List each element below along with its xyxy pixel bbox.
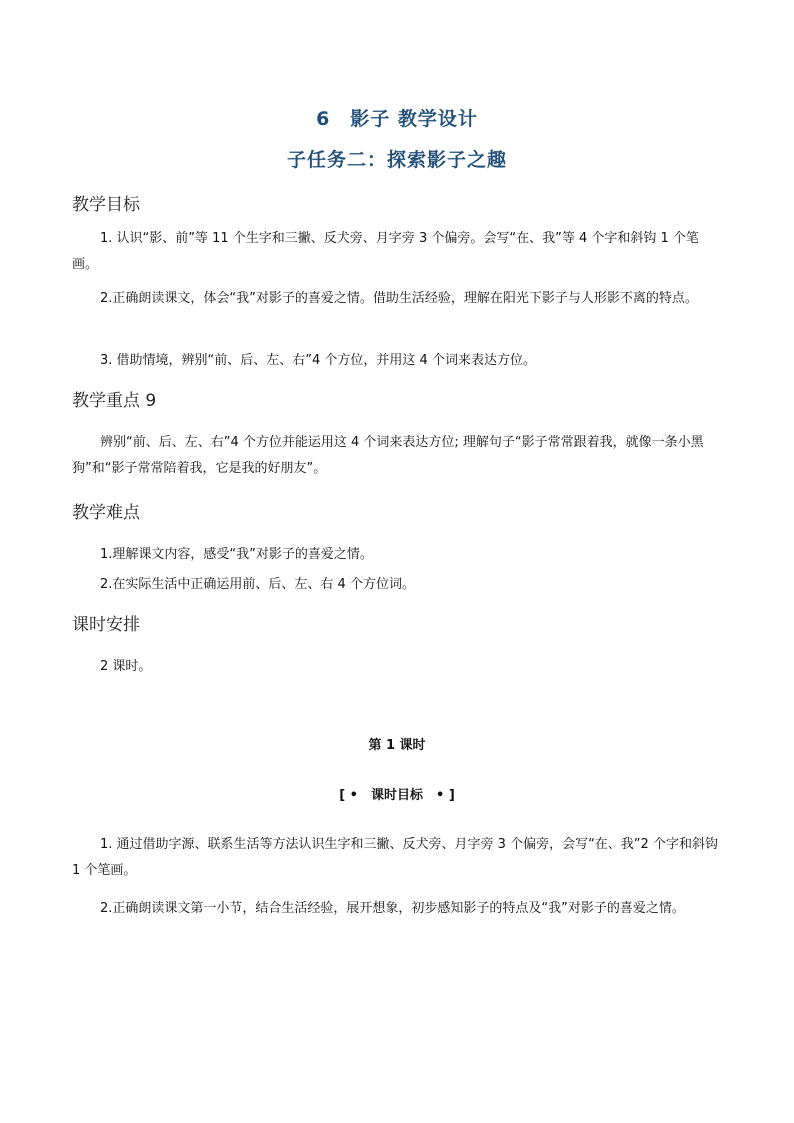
section-heading-schedule: 课时安排: [72, 615, 140, 635]
section-heading-difficulties: 教学难点: [72, 503, 140, 523]
document-title: 6 影子 教学设计: [316, 108, 478, 130]
difficulty-item-2: 2.在实际生活中正确运用前、后、左、右 4 个方位词。: [100, 577, 415, 592]
goal-item-2: 2.正确朗读课文，体会“我”对影子的喜爱之情。借助生活经验，理解在阳光下影子与人形影不离的特点。: [100, 291, 698, 306]
goal-item-3: 3. 借助情境，辨别“前、后、左、右”4 个方位，并用这 4 个词来表达方位。: [100, 353, 536, 368]
goal-item-1: 1. 认识“影、前”等 11 个生字和三撇、反犬旁、月字旁 3 个偏旁。会写“在、我”等 4 个字和斜钩 1 个笔画。: [72, 231, 699, 272]
document-subtitle: 子任务二：探索影子之趣: [286, 149, 507, 171]
key-points-text: 辨别“前、后、左、右”4 个方位并能运用这 4 个词来表达方位; 理解句子“影子常常跟着我，就像一条小黑狗”和“影子常常陪着我，它是我的好朋友”。: [72, 435, 704, 476]
lesson-objective-item-1: 1. 通过借助字源、联系生活等方法认识生字和三撇、反犬旁、月字旁 3 个偏旁，会写“在、我”2 个字和斜钩 1 个笔画。: [72, 837, 718, 878]
section-heading-goals: 教学目标: [72, 195, 140, 215]
section-heading-key-points: 教学重点 9: [72, 391, 157, 411]
schedule-text: 2 课时。: [100, 659, 152, 674]
lesson-title: 第 1 课时: [368, 738, 426, 753]
lesson-objective-item-2: 2.正确朗读课文第一小节，结合生活经验，展开想象，初步感知影子的特点及“我”对影子的喜爱之情。: [100, 901, 685, 916]
lesson-objectives-label: [ • 课时目标 • ]: [339, 788, 455, 803]
difficulty-item-1: 1.理解课文内容，感受“我”对影子的喜爱之情。: [100, 547, 373, 562]
